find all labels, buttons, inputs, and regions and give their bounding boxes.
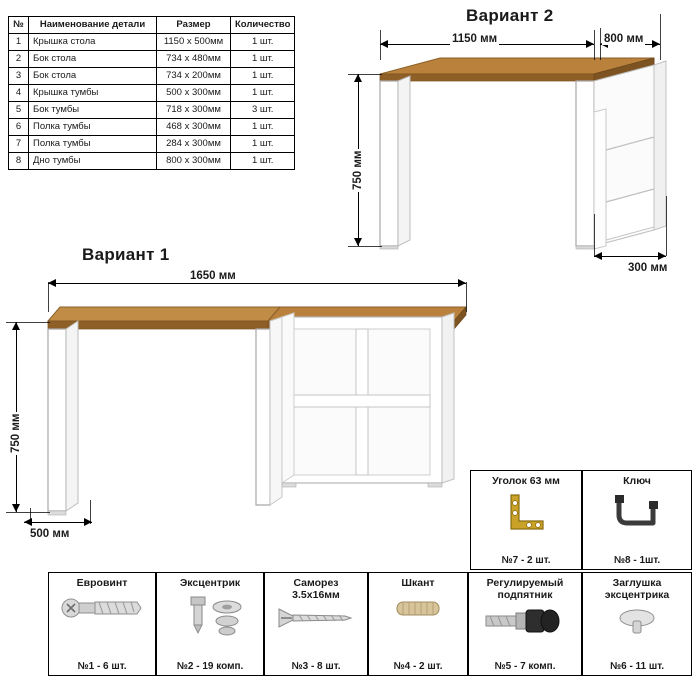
cell-quantity: 1 шт.: [231, 119, 295, 136]
arrow-left: [48, 279, 56, 287]
cell-quantity: 1 шт.: [231, 136, 295, 153]
dim-label-v2-height: 750 мм: [352, 150, 364, 190]
hardware-title: [265, 573, 367, 601]
hardware-title: Уголок 63 мм: [492, 475, 560, 487]
ext-line: [90, 500, 91, 524]
dowel-icon: [369, 593, 467, 657]
cell-quantity: 3 шт.: [231, 102, 295, 119]
table-row: [9, 102, 295, 119]
cell-size: 284 х 300мм: [157, 136, 231, 153]
header-number: №: [9, 17, 29, 34]
hardware-cell-corner-bracket: [470, 470, 582, 570]
corner-bracket-icon: [471, 491, 581, 551]
hardware-title: Эксцентрик: [179, 577, 241, 589]
cell-number: 2: [9, 51, 29, 68]
dim-label-v2-depth-bottom: 300 мм: [628, 262, 668, 274]
hardware-cell-confirmat-screw: [48, 572, 156, 676]
cell-name: Крышка тумбы: [29, 85, 157, 102]
cell-quantity: 1 шт.: [231, 153, 295, 170]
dim-line-v1-depth: [24, 522, 92, 523]
hardware-code: №3 - 8 шт.: [291, 661, 341, 672]
table-header-row: [9, 17, 295, 34]
table-row: [9, 34, 295, 51]
header-name: Наименование детали: [29, 17, 157, 34]
hardware-title-line1: Заглушка: [612, 577, 662, 589]
cell-size: 734 х 480мм: [157, 51, 231, 68]
hardware-title: Ключ: [623, 475, 651, 487]
allen-key-icon: [583, 491, 691, 551]
arrow-up: [12, 322, 20, 330]
ext-line: [30, 508, 31, 524]
dim-label-v2-width: 1150 мм: [452, 33, 498, 45]
dim-label-v1-width: 1650 мм: [190, 270, 236, 282]
variant-2-drawing: [358, 50, 688, 280]
cell-number: 3: [9, 68, 29, 85]
cell-size: 468 х 300мм: [157, 119, 231, 136]
hardware-title-line2: подпятник: [497, 589, 553, 601]
arrow-right: [458, 279, 466, 287]
arrow-down: [12, 504, 20, 512]
dim-line-v2-depth-bottom: [594, 256, 666, 257]
table-row: [9, 85, 295, 102]
arrow-left: [380, 40, 388, 48]
variant-2-title: Вариант 2: [466, 6, 554, 25]
ext-line: [594, 30, 595, 60]
parts-table: [8, 16, 295, 170]
hardware-cell-cam-cover-cap: [582, 572, 692, 676]
cell-name: Бок стола: [29, 51, 157, 68]
hardware-title-line1: Регулируемый: [486, 577, 564, 589]
hardware-title-line1: Саморез: [293, 577, 339, 589]
hardware-code: №7 - 2 шт.: [501, 555, 551, 566]
dim-line-v1-width: [48, 283, 466, 284]
ext-line: [6, 512, 50, 513]
table-row: [9, 68, 295, 85]
cell-name: Полка тумбы: [29, 136, 157, 153]
table-row: [9, 51, 295, 68]
ext-line: [660, 14, 661, 60]
hardware-code: №1 - 6 шт.: [77, 661, 127, 672]
arrow-right: [586, 40, 594, 48]
arrow-up: [354, 74, 362, 82]
cell-size: 734 х 200мм: [157, 68, 231, 85]
confirmat-screw-icon: [49, 593, 155, 657]
cell-name: Бок стола: [29, 68, 157, 85]
arrow-left: [594, 252, 602, 260]
hardware-cell-adjustable-foot: [468, 572, 582, 676]
cam-lock-icon: [157, 593, 263, 657]
hardware-title-line2: эксцентрика: [604, 589, 670, 601]
cell-number: 8: [9, 153, 29, 170]
arrow-right: [658, 252, 666, 260]
hardware-cell-allen-key: [582, 470, 692, 570]
hardware-code: №6 - 11 шт.: [609, 661, 665, 672]
table-row: [9, 153, 295, 170]
hardware-title: Евровинт: [76, 577, 128, 589]
header-quantity: Количество: [231, 17, 295, 34]
hardware-title: [469, 573, 581, 601]
cell-number: 6: [9, 119, 29, 136]
hardware-code: №5 - 7 комп.: [494, 661, 556, 672]
cell-quantity: 1 шт.: [231, 68, 295, 85]
hardware-cell-self-tapping-screw: [264, 572, 368, 676]
header-size: Размер: [157, 17, 231, 34]
table-row: [9, 136, 295, 153]
hardware-code: №2 - 19 комп.: [176, 661, 244, 672]
cell-size: 1150 x 500мм: [157, 34, 231, 51]
cell-quantity: 1 шт.: [231, 51, 295, 68]
cell-size: 500 х 300мм: [157, 85, 231, 102]
cell-number: 4: [9, 85, 29, 102]
dim-label-v2-depth-top: 800 мм: [604, 33, 644, 45]
hardware-cell-cam-lock: [156, 572, 264, 676]
cell-size: 800 х 300мм: [157, 153, 231, 170]
variant-1-drawing: [18, 285, 468, 555]
ext-line: [666, 196, 667, 256]
arrow-down: [354, 238, 362, 246]
cell-quantity: 1 шт.: [231, 34, 295, 51]
hardware-title-line2: 3.5х16мм: [292, 589, 340, 601]
ext-line: [594, 214, 595, 256]
cell-name: Крышка стола: [29, 34, 157, 51]
ext-line: [466, 282, 467, 312]
cell-name: Бок тумбы: [29, 102, 157, 119]
self-tapping-screw-icon: [265, 605, 367, 657]
adjustable-foot-icon: [469, 607, 581, 657]
cell-number: 7: [9, 136, 29, 153]
hardware-title: [583, 573, 691, 601]
cam-cover-cap-icon: [583, 607, 691, 657]
hardware-cell-dowel: [368, 572, 468, 676]
cell-number: 5: [9, 102, 29, 119]
hardware-code: №4 - 2 шт.: [393, 661, 443, 672]
cell-size: 718 х 300мм: [157, 102, 231, 119]
cell-name: Дно тумбы: [29, 153, 157, 170]
dim-label-v1-depth: 500 мм: [30, 528, 70, 540]
ext-line: [348, 246, 382, 247]
dim-label-v1-height: 750 мм: [10, 413, 22, 453]
hardware-code: №8 - 1шт.: [613, 555, 661, 566]
cell-quantity: 1 шт.: [231, 85, 295, 102]
cell-number: 1: [9, 34, 29, 51]
cell-name: Полка тумбы: [29, 119, 157, 136]
variant-1-title: Вариант 1: [82, 245, 170, 264]
hardware-title: Шкант: [401, 577, 435, 589]
table-row: [9, 119, 295, 136]
arrow-right: [652, 40, 660, 48]
